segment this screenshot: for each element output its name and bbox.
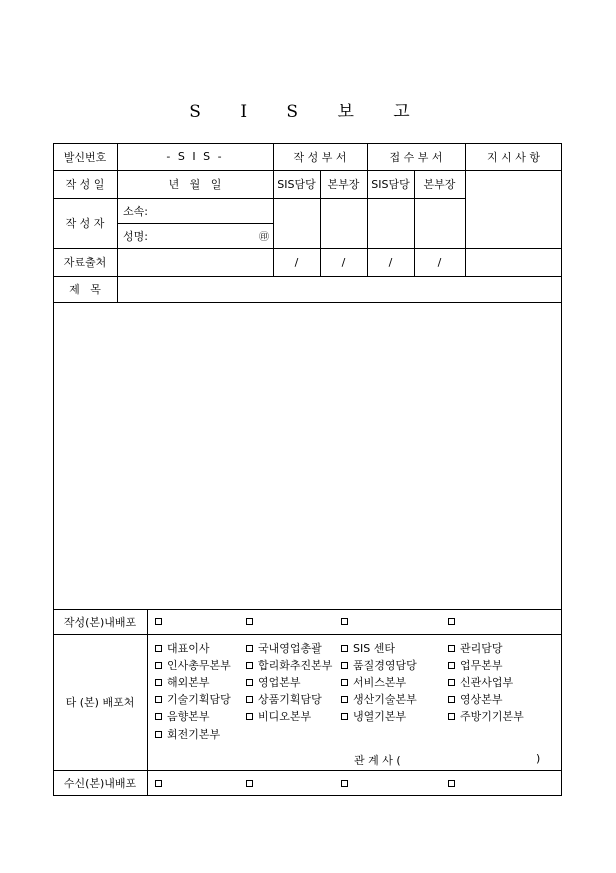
option-production-tech[interactable]	[341, 691, 417, 707]
internal-checkbox-1[interactable]	[155, 618, 162, 625]
checkbox[interactable]	[448, 645, 455, 652]
option-sis-center[interactable]	[341, 640, 395, 656]
slash-2: /	[341, 255, 346, 269]
option-sales[interactable]	[246, 674, 301, 690]
option-label: 서비스본부	[353, 676, 407, 689]
option-tech-planning[interactable]	[155, 691, 231, 707]
option-audio[interactable]	[155, 708, 210, 724]
checkbox[interactable]	[155, 731, 162, 738]
checkbox[interactable]	[341, 645, 348, 652]
option-label: 인사총무본부	[167, 659, 231, 672]
receiver-head-label: 본부장	[423, 178, 456, 191]
option-label: 업무본부	[460, 659, 503, 672]
report-body[interactable]	[54, 303, 561, 609]
option-overseas[interactable]	[155, 674, 210, 690]
slash-3: /	[388, 255, 393, 269]
option-label: 음향본부	[167, 710, 210, 723]
checkbox[interactable]	[246, 679, 253, 686]
internal-checkbox-4[interactable]	[448, 618, 455, 625]
date-label: 작 성 일	[65, 178, 105, 191]
slash-1: /	[294, 255, 299, 269]
option-label: 합리화추진본부	[258, 659, 333, 672]
issue-number-label: 발신번호	[63, 150, 107, 164]
source-value[interactable]	[117, 248, 273, 276]
option-label: 신관사업부	[460, 676, 514, 689]
name-field[interactable]	[117, 223, 273, 248]
affiliation-label: 소속:	[123, 204, 148, 218]
date-value[interactable]: 년 월 일	[168, 178, 222, 191]
issue-number-value[interactable]: - S I S -	[166, 150, 224, 163]
affiliate-close: )	[536, 752, 541, 765]
option-rationalization[interactable]	[246, 657, 332, 673]
checkbox[interactable]	[448, 713, 455, 720]
checkbox[interactable]	[155, 662, 162, 669]
checkbox[interactable]	[448, 696, 455, 703]
option-label: 주방기기본부	[460, 710, 524, 723]
checkbox[interactable]	[341, 713, 348, 720]
affiliate-input[interactable]	[412, 750, 532, 766]
checkbox[interactable]	[155, 713, 162, 720]
option-video[interactable]	[448, 691, 503, 707]
option-label: 영업본부	[258, 676, 301, 689]
option-label: 생산기술본부	[353, 693, 417, 706]
source-label: 자료출처	[63, 256, 107, 269]
checkbox[interactable]	[246, 645, 253, 652]
option-label: 기술기획담당	[167, 693, 231, 706]
option-label: 냉열기본부	[353, 710, 407, 723]
option-label: 영상본부	[460, 693, 503, 706]
option-rotary[interactable]	[155, 726, 220, 742]
subject-input[interactable]	[117, 276, 562, 302]
name-label: 성명:	[123, 229, 148, 243]
checkbox[interactable]	[341, 696, 348, 703]
option-new-business[interactable]	[448, 674, 513, 690]
checkbox[interactable]	[448, 662, 455, 669]
receive-checkbox-4[interactable]	[448, 780, 455, 787]
option-service[interactable]	[341, 674, 406, 690]
internal-checkbox-3[interactable]	[341, 618, 348, 625]
option-label: 대표이사	[167, 642, 210, 655]
other-distribution-label: 타 (본) 배포처	[65, 696, 135, 709]
receiver-department-label: 접 수 부 서	[389, 150, 443, 164]
option-refrigeration[interactable]	[341, 708, 406, 724]
receiver-sis-manager-label: SIS담당	[371, 178, 410, 191]
option-label: 국내영업총괄	[258, 642, 322, 655]
option-label: 해외본부	[167, 676, 210, 689]
option-video-div[interactable]	[246, 708, 311, 724]
option-domestic-sales[interactable]	[246, 640, 322, 656]
option-ceo[interactable]	[155, 640, 210, 656]
checkbox[interactable]	[246, 713, 253, 720]
option-label: SIS 센타	[353, 642, 395, 655]
writer-department-label: 작 성 부 서	[293, 150, 347, 164]
option-kitchen[interactable]	[448, 708, 524, 724]
receive-checkbox-1[interactable]	[155, 780, 162, 787]
checkbox[interactable]	[341, 662, 348, 669]
writer-head-label: 본부장	[327, 178, 360, 191]
option-hr[interactable]	[155, 657, 231, 673]
checkbox[interactable]	[246, 696, 253, 703]
checkbox[interactable]	[155, 645, 162, 652]
option-label: 회전기본부	[167, 728, 221, 741]
checkbox[interactable]	[341, 679, 348, 686]
internal-checkbox-2[interactable]	[246, 618, 253, 625]
option-label: 비디오본부	[258, 710, 312, 723]
receive-checkbox-3[interactable]	[341, 780, 348, 787]
option-label: 상품기획담당	[258, 693, 322, 706]
subject-label: 제 목	[69, 283, 101, 296]
internal-distribution-label: 작성(본)내배포	[63, 615, 137, 629]
affiliate-label: 관 계 사 (	[354, 754, 401, 767]
checkbox[interactable]	[246, 662, 253, 669]
checkbox[interactable]	[155, 679, 162, 686]
page-title: S I S 보 고	[189, 102, 427, 122]
slash-4: /	[437, 255, 442, 269]
form-grid-line	[147, 609, 148, 796]
option-quality[interactable]	[341, 657, 417, 673]
author-label: 작 성 자	[65, 217, 105, 230]
checkbox[interactable]	[448, 679, 455, 686]
affiliation-field[interactable]	[117, 198, 273, 223]
option-operations[interactable]	[448, 657, 503, 673]
writer-sis-manager-label: SIS담당	[277, 178, 316, 191]
option-label: 관리담당	[460, 642, 503, 655]
seal-icon: ㊞	[259, 232, 269, 243]
receive-checkbox-2[interactable]	[246, 780, 253, 787]
option-label: 품질경영담당	[353, 659, 417, 672]
checkbox[interactable]	[155, 696, 162, 703]
instructions-label: 지 시 사 항	[487, 150, 540, 164]
option-management[interactable]	[448, 640, 503, 656]
option-product-planning[interactable]	[246, 691, 322, 707]
receive-distribution-label: 수신(본)내배포	[63, 777, 137, 790]
